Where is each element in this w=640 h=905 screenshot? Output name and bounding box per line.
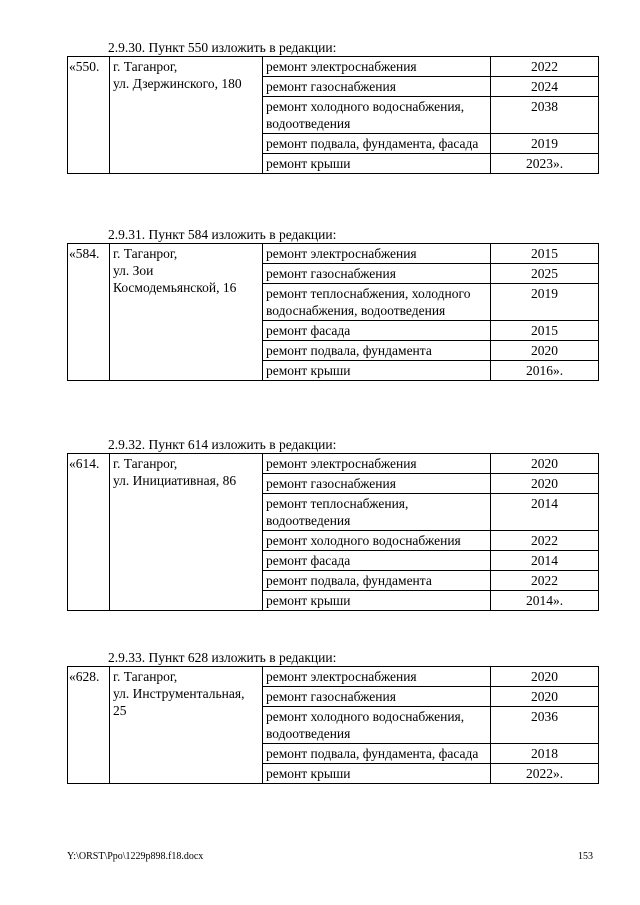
table-row <box>68 454 599 474</box>
amendment-section <box>67 650 598 784</box>
work-type-cell: ремонт электроснабжения <box>263 57 491 77</box>
year-cell: 2022 <box>491 531 599 551</box>
item-number: «584. <box>68 244 110 381</box>
work-type-cell: ремонт электроснабжения <box>263 244 491 264</box>
address-line: г. Таганрог, <box>113 456 178 471</box>
address-line: Космодемьянской, 16 <box>113 280 237 295</box>
work-type-cell: ремонт газоснабжения <box>263 77 491 97</box>
year-cell: 2019 <box>491 284 599 321</box>
footer-page-number: 153 <box>578 851 593 862</box>
address-cell <box>110 667 263 784</box>
work-type-cell: ремонт газоснабжения <box>263 474 491 494</box>
work-type-cell: ремонт крыши <box>263 154 491 174</box>
address-cell <box>110 454 263 611</box>
work-type-cell: ремонт газоснабжения <box>263 264 491 284</box>
year-cell: 2020 <box>491 474 599 494</box>
year-cell: 2038 <box>491 97 599 134</box>
year-cell: 2019 <box>491 134 599 154</box>
year-cell: 2024 <box>491 77 599 97</box>
year-cell: 2015 <box>491 321 599 341</box>
work-type-cell: ремонт фасада <box>263 321 491 341</box>
year-cell: 2022 <box>491 571 599 591</box>
address-line: ул. Инструментальная, <box>113 686 245 701</box>
table-row <box>68 667 599 687</box>
section-title: 2.9.30. Пункт 550 изложить в редакции: <box>108 40 337 55</box>
repair-schedule-table <box>67 243 599 381</box>
footer-file-path: Y:\ORST\Ppo\1229p898.f18.docx <box>67 851 204 862</box>
item-number: «614. <box>68 454 110 611</box>
item-number: «628. <box>68 667 110 784</box>
address-cell <box>110 244 263 381</box>
section-title: 2.9.32. Пункт 614 изложить в редакции: <box>108 437 337 452</box>
address-line: г. Таганрог, <box>113 246 178 261</box>
work-type-cell: ремонт подвала, фундамента, фасада <box>263 134 491 154</box>
year-cell: 2014 <box>491 551 599 571</box>
address-line: г. Таганрог, <box>113 59 178 74</box>
amendment-section <box>67 40 598 174</box>
year-cell: 2020 <box>491 687 599 707</box>
work-type-cell: ремонт электроснабжения <box>263 667 491 687</box>
work-type-cell: ремонт холодного водоснабжения, водоотведения <box>263 707 491 744</box>
year-cell: 2023». <box>491 154 599 174</box>
work-type-cell: ремонт теплоснабжения, холодного водоснабжения, водоотведения <box>263 284 491 321</box>
work-type-cell: ремонт подвала, фундамента <box>263 341 491 361</box>
year-cell: 2025 <box>491 264 599 284</box>
address-line: ул. Дзержинского, 180 <box>113 76 242 91</box>
item-number: «550. <box>68 57 110 174</box>
year-cell: 2015 <box>491 244 599 264</box>
amendment-section <box>67 437 598 611</box>
work-type-cell: ремонт электроснабжения <box>263 454 491 474</box>
year-cell: 2020 <box>491 341 599 361</box>
year-cell: 2020 <box>491 454 599 474</box>
address-line: г. Таганрог, <box>113 669 178 684</box>
work-type-cell: ремонт крыши <box>263 764 491 784</box>
work-type-cell: ремонт холодного водоснабжения, водоотведения <box>263 97 491 134</box>
work-type-cell: ремонт подвала, фундамента, фасада <box>263 744 491 764</box>
work-type-cell: ремонт холодного водоснабжения <box>263 531 491 551</box>
address-line: ул. Зои <box>113 263 154 278</box>
year-cell: 2018 <box>491 744 599 764</box>
repair-schedule-table <box>67 56 599 174</box>
address-line: ул. Инициативная, 86 <box>113 473 237 488</box>
work-type-cell: ремонт подвала, фундамента <box>263 571 491 591</box>
repair-schedule-table <box>67 666 599 784</box>
work-type-cell: ремонт крыши <box>263 361 491 381</box>
year-cell: 2014 <box>491 494 599 531</box>
section-title: 2.9.31. Пункт 584 изложить в редакции: <box>108 227 337 242</box>
table-row <box>68 244 599 264</box>
work-type-cell: ремонт крыши <box>263 591 491 611</box>
amendment-section <box>67 227 598 381</box>
year-cell: 2022 <box>491 57 599 77</box>
year-cell: 2014». <box>491 591 599 611</box>
year-cell: 2016». <box>491 361 599 381</box>
address-cell <box>110 57 263 174</box>
year-cell: 2036 <box>491 707 599 744</box>
section-title: 2.9.33. Пункт 628 изложить в редакции: <box>108 650 337 665</box>
work-type-cell: ремонт фасада <box>263 551 491 571</box>
address-line: 25 <box>113 703 127 718</box>
work-type-cell: ремонт теплоснабжения, водоотведения <box>263 494 491 531</box>
repair-schedule-table <box>67 453 599 611</box>
year-cell: 2022». <box>491 764 599 784</box>
work-type-cell: ремонт газоснабжения <box>263 687 491 707</box>
year-cell: 2020 <box>491 667 599 687</box>
table-row <box>68 57 599 77</box>
